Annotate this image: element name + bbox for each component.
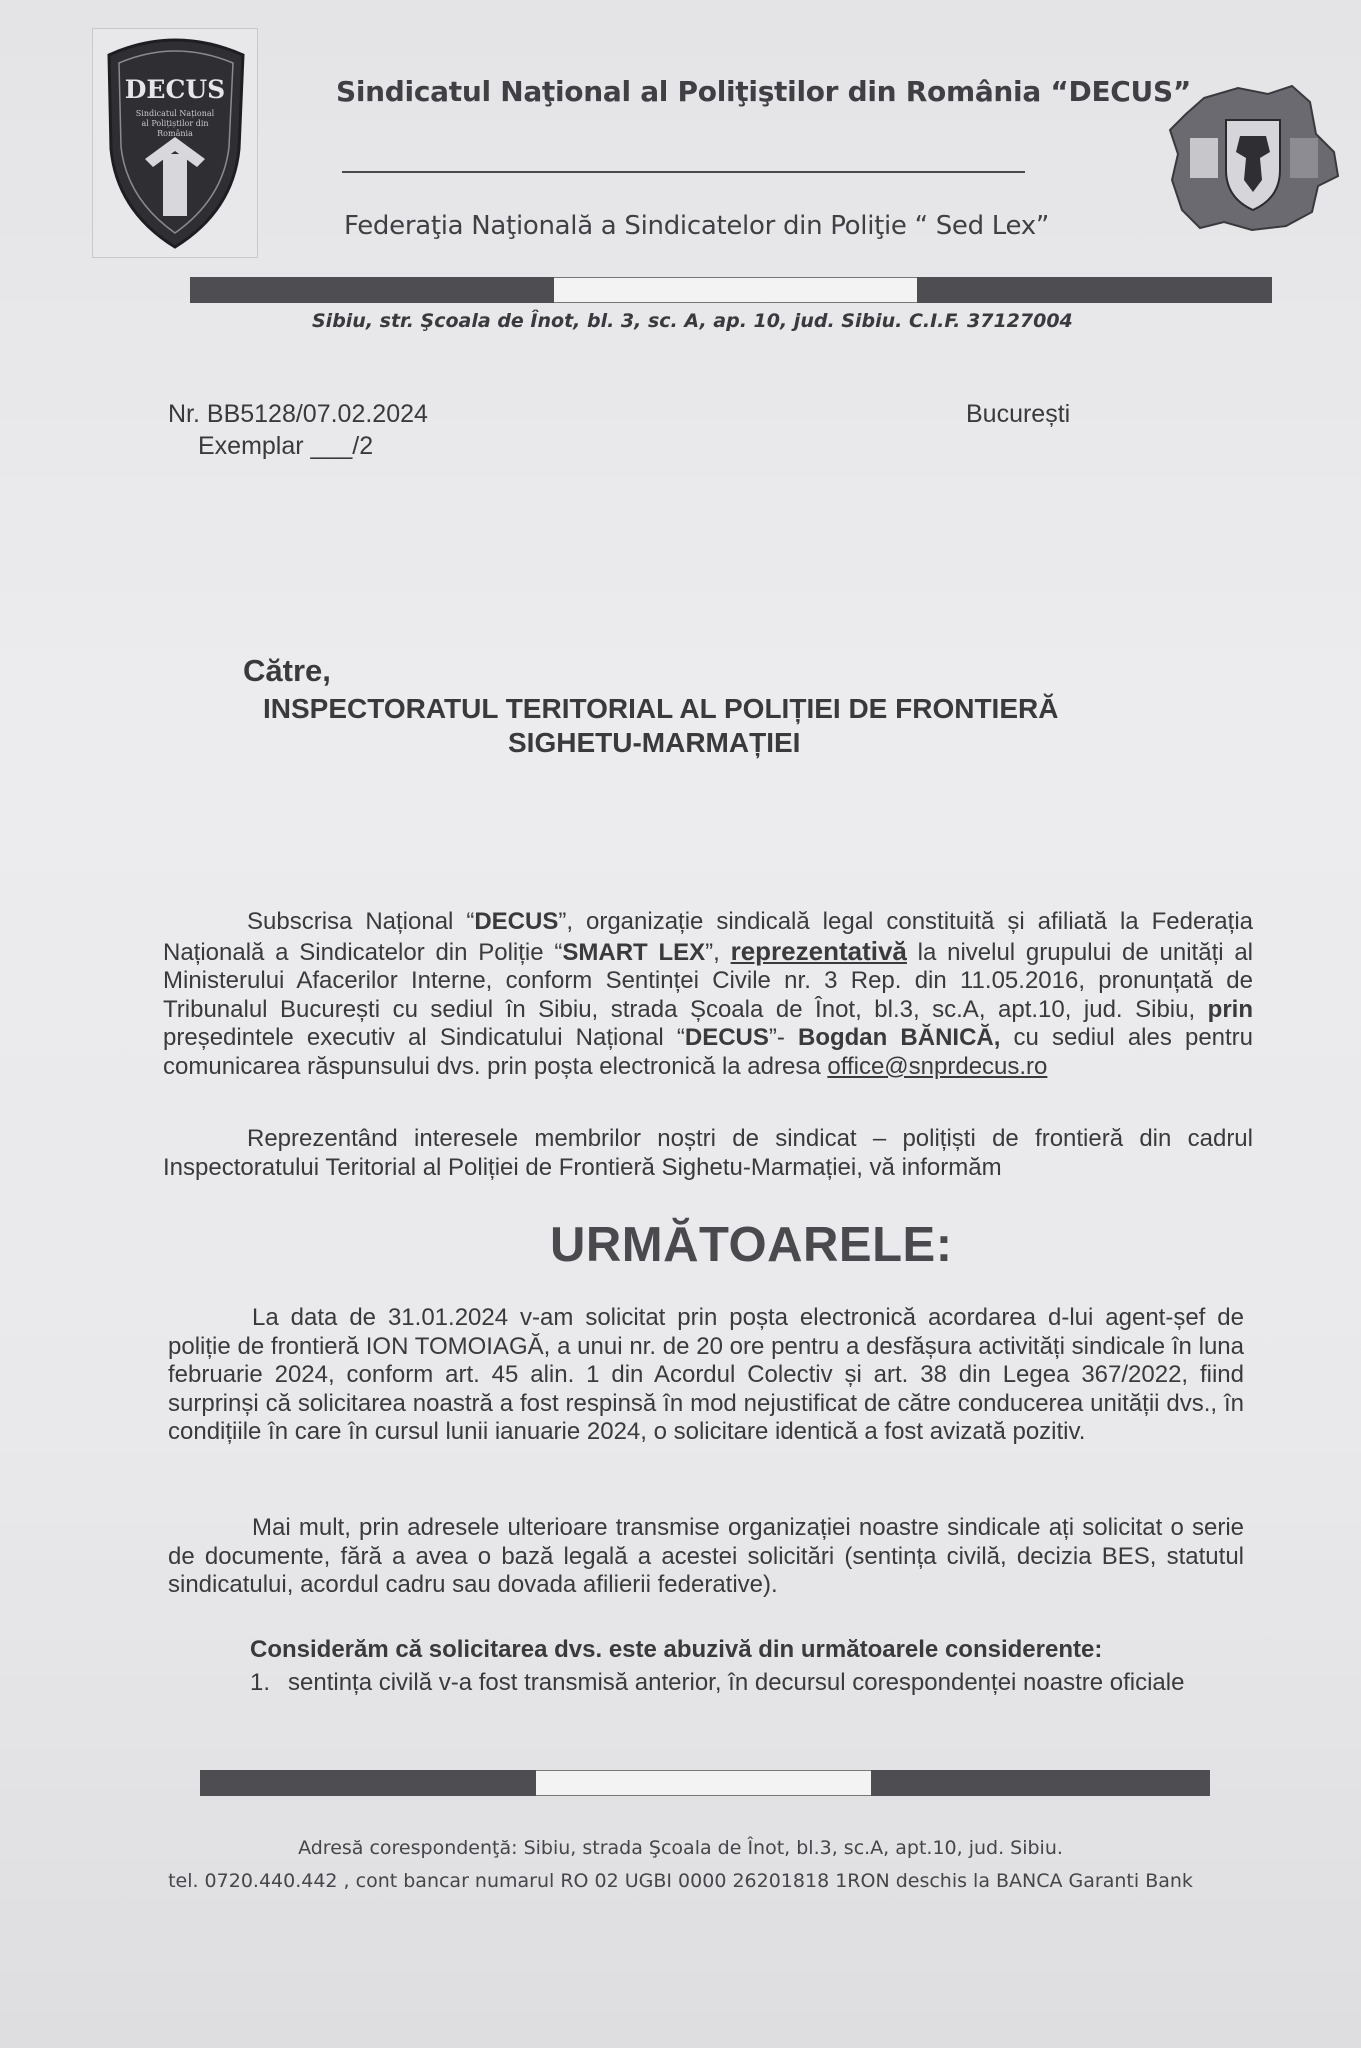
list-item: [250, 1668, 1246, 1698]
registration-number: Nr. BB5128/07.02.2024: [168, 400, 428, 428]
romania-map-logo: [1168, 80, 1340, 242]
recipient-address: [263, 692, 1163, 760]
list-item-text: sentința civilă v-a fost transmisă anterior, în decursul corespondenței noastre oficiale: [288, 1669, 1185, 1696]
logo-text: DECUS: [124, 75, 226, 104]
considerations-heading: Considerăm că solicitarea dvs. este abuzivă din următoarele considerente:: [250, 1636, 1103, 1663]
copy-number: Exemplar ___/2: [198, 432, 374, 460]
paragraph-1: Subscrisa Național “DECUS”, organizație sindicală legal constituită și afiliată la Federația Națională a Sindicatelor din Poliție “SMART LEX”, reprezentativă la nivelul grupului de unități al Ministerului Afacerilor Interne, conform Sentinței Civile nr. 3 Rep. din 11.05.2016, pronunțată de Tribunalul București cu sediul în Sibiu, strada Școala de Înot, bl.3, sc.A, apt.10, jud. Sibiu, prin președintele executiv al Sindicatului Național “DECUS”- Bogdan BĂNICĂ, cu sediul ales pentru comunicarea răspunsului dvs. prin poșta electronică la adresa office@snprdecus.ro: [163, 908, 1254, 1080]
footer-stripe: [200, 1770, 1210, 1796]
section-heading: URMĂTOARELE:: [550, 1218, 953, 1272]
paragraph-3: La data de 31.01.2024 v-am solicitat prin poșta electronică acordarea d-lui agent-șef de poliție de frontieră ION TOMOIAGĂ, a unui nr. de 20 ore pentru a desfășura activități sindicale în luna februarie 2024, conform art. 45 alin. 1 din Acordul Colectiv și art. 38 din Legea 367/2022, fiind surprinși că solicitarea noastră a fost respinsă în mod nejustificat de către conducerea unității dvs., în condițiile în care în cursul lunii ianuarie 2024, o solicitare identică a fost avizată pozitiv.: [168, 1304, 1244, 1445]
header-stripe: [190, 277, 1272, 303]
city: București: [966, 400, 1071, 428]
recipient-salutation: Către,: [243, 653, 331, 688]
footer-contact: tel. 0720.440.442 , cont bancar numarul RO 02 UGBI 0000 26201818 1RON deschis la BANCA Garanti Bank: [168, 1870, 1193, 1892]
footer-address: Adresă corespondenţă: Sibiu, strada Şcoala de Înot, bl.3, sc.A, apt.10, jud. Sibiu.: [298, 1837, 1063, 1859]
paragraph-2: Reprezentând interesele membrilor noștri de sindicat – polițiști de frontieră din cadrul Inspectoratului Teritorial al Poliției de Frontieră Sighetu-Marmației, vă informăm: [163, 1125, 1253, 1181]
email-link[interactable]: office@snprdecus.ro: [827, 1052, 1048, 1080]
list-item-number: 1.: [250, 1669, 271, 1696]
paragraph-4: Mai mult, prin adresele ulterioare transmise organizației noastre sindicale ați solicitat o serie de documente, fără a avea o bază legală a acestei solicitări (sentința civilă, decizia BES, statutul sindicatului, acordul cadru sau dovada afilierii federative).: [168, 1514, 1244, 1598]
header-address: Sibiu, str. Şcoala de Înot, bl. 3, sc. A, ap. 10, jud. Sibiu. C.I.F. 37127004: [312, 310, 1073, 332]
recipient-line-1: INSPECTORATUL TERITORIAL AL POLIȚIEI DE FRONTIERĂ: [263, 693, 1059, 724]
recipient-line-2: SIGHETU-MARMAȚIEI: [508, 727, 801, 758]
organization-name: Sindicatul Naţional al Poliţiştilor din România “DECUS”: [336, 75, 1191, 108]
decus-logo: [92, 28, 258, 258]
considerations-list: [250, 1668, 1246, 1698]
title-divider: [342, 171, 1025, 173]
logo-subtext: Sindicatul Național al Polițiștilor din România: [135, 109, 215, 138]
federation-name: Federaţia Naţională a Sindicatelor din Poliţie “ Sed Lex”: [344, 211, 1050, 241]
